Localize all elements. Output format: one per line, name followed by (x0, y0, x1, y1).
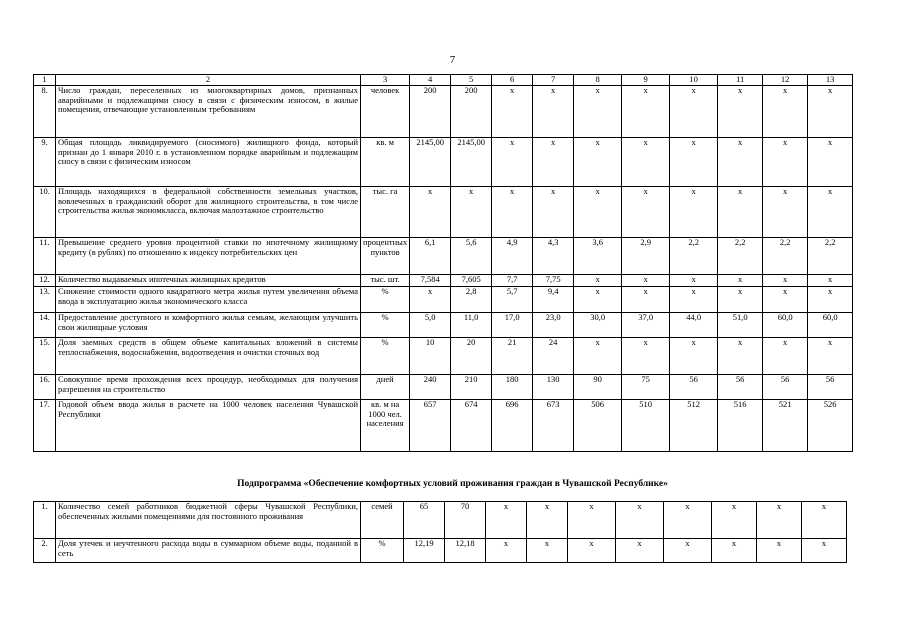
value-cell: x (718, 86, 763, 138)
unit: % (361, 287, 410, 313)
value-cell: x (533, 187, 574, 238)
value-cell: 70 (445, 502, 486, 539)
value-cell: x (712, 502, 757, 539)
value-cell: x (622, 187, 670, 238)
value-cell: x (802, 539, 847, 563)
value-cell: 5,7 (492, 287, 533, 313)
table-row (34, 187, 853, 238)
indicators-table (33, 74, 853, 452)
value-cell: x (568, 539, 616, 563)
value-cell: x (410, 287, 451, 313)
value-cell: 75 (622, 375, 670, 400)
value-cell: x (574, 138, 622, 187)
value-cell: 7,75 (533, 275, 574, 287)
indicator-name: Общая площадь ликвидируемого (сносимого) жилищного фонда, который признан до 1 января 2010 г. в установленном порядке аварийным и подлежащим сносу в связи с физическим износом (56, 138, 361, 187)
column-header: 13 (808, 75, 853, 86)
value-cell: 506 (574, 400, 622, 452)
indicator-name: Количество семей работников бюджетной сферы Чувашской Республики, обеспеченных жилыми помещениями для постоянного проживания (56, 502, 361, 539)
value-cell: x (670, 138, 718, 187)
column-header: 10 (670, 75, 718, 86)
unit: % (361, 338, 410, 375)
row-number: 17. (34, 400, 56, 452)
value-cell: x (718, 338, 763, 375)
unit: семей (361, 502, 404, 539)
value-cell: x (492, 86, 533, 138)
row-number: 15. (34, 338, 56, 375)
value-cell: 21 (492, 338, 533, 375)
indicator-name: Снижение стоимости одного квадратного метра жилья путем увеличения объема ввода в эксплуатацию жилья экономического класса (56, 287, 361, 313)
column-header: 12 (763, 75, 808, 86)
table-row (34, 138, 853, 187)
unit: % (361, 313, 410, 338)
column-header: 7 (533, 75, 574, 86)
value-cell: 673 (533, 400, 574, 452)
value-cell: x (718, 187, 763, 238)
value-cell: 200 (410, 86, 451, 138)
value-cell: x (622, 138, 670, 187)
value-cell: x (718, 275, 763, 287)
value-cell: x (574, 86, 622, 138)
row-number: 16. (34, 375, 56, 400)
value-cell: 10 (410, 338, 451, 375)
value-cell: 2,2 (718, 238, 763, 275)
value-cell: x (763, 86, 808, 138)
value-cell: 130 (533, 375, 574, 400)
value-cell: x (622, 86, 670, 138)
value-cell: 2,2 (670, 238, 718, 275)
subprogram-title: Подпрограмма «Обеспечение комфортных условий проживания граждан в Чувашской Республике» (237, 479, 668, 489)
value-cell: x (763, 338, 808, 375)
value-cell: 60,0 (808, 313, 853, 338)
value-cell: 2,2 (808, 238, 853, 275)
value-cell: x (574, 187, 622, 238)
value-cell: x (410, 187, 451, 238)
value-cell: x (808, 338, 853, 375)
value-cell: 44,0 (670, 313, 718, 338)
value-cell: x (492, 138, 533, 187)
column-header: 3 (361, 75, 410, 86)
value-cell: 510 (622, 400, 670, 452)
value-cell: x (533, 138, 574, 187)
value-cell: 521 (763, 400, 808, 452)
value-cell: 200 (451, 86, 492, 138)
unit: тыс. шт. (361, 275, 410, 287)
value-cell: x (533, 86, 574, 138)
value-cell: x (574, 338, 622, 375)
value-cell: x (670, 287, 718, 313)
value-cell: 37,0 (622, 313, 670, 338)
value-cell: 2,9 (622, 238, 670, 275)
value-cell: 2,8 (451, 287, 492, 313)
value-cell: x (757, 539, 802, 563)
value-cell: 51,0 (718, 313, 763, 338)
value-cell: 674 (451, 400, 492, 452)
indicator-name: Совокупное время прохождения всех процедур, необходимых для получения разрешения на строительство (56, 375, 361, 400)
value-cell: 60,0 (763, 313, 808, 338)
table-row (34, 275, 853, 287)
value-cell: x (763, 275, 808, 287)
table-row (34, 400, 853, 452)
indicator-name: Предоставление доступного и комфортного жилья семьям, желающим улучшить свои жилищные условия (56, 313, 361, 338)
value-cell: x (664, 502, 712, 539)
value-cell: x (670, 338, 718, 375)
value-cell: 5,6 (451, 238, 492, 275)
table-row (34, 313, 853, 338)
column-header: 11 (718, 75, 763, 86)
header-row (34, 75, 853, 86)
value-cell: x (808, 187, 853, 238)
value-cell: x (670, 187, 718, 238)
value-cell: x (718, 287, 763, 313)
value-cell: 2145,00 (410, 138, 451, 187)
value-cell: 5,0 (410, 313, 451, 338)
value-cell: 12,18 (445, 539, 486, 563)
unit: % (361, 539, 404, 563)
value-cell: x (622, 287, 670, 313)
value-cell: 11,0 (451, 313, 492, 338)
value-cell: x (616, 539, 664, 563)
value-cell: x (757, 502, 802, 539)
column-header: 2 (56, 75, 361, 86)
value-cell: x (802, 502, 847, 539)
value-cell: x (718, 138, 763, 187)
value-cell: 56 (670, 375, 718, 400)
unit: дней (361, 375, 410, 400)
unit: тыс. га (361, 187, 410, 238)
table-row (34, 86, 853, 138)
value-cell: x (492, 187, 533, 238)
value-cell: 2,2 (763, 238, 808, 275)
column-header: 4 (410, 75, 451, 86)
column-header: 9 (622, 75, 670, 86)
value-cell: x (574, 275, 622, 287)
value-cell: x (763, 187, 808, 238)
value-cell: x (808, 275, 853, 287)
table-row (34, 238, 853, 275)
indicator-name: Превышение среднего уровня процентной ставки по ипотечному жилищному кредиту (в рублях) по отношению к индексу потребительских цен (56, 238, 361, 275)
value-cell: x (670, 86, 718, 138)
value-cell: 56 (763, 375, 808, 400)
value-cell: 65 (404, 502, 445, 539)
value-cell: x (486, 539, 527, 563)
column-header: 8 (574, 75, 622, 86)
value-cell: x (622, 338, 670, 375)
value-cell: x (527, 502, 568, 539)
subprogram-table (33, 501, 847, 563)
value-cell: x (568, 502, 616, 539)
indicator-name: Количество выдаваемых ипотечных жилищных кредитов (56, 275, 361, 287)
row-number: 2. (34, 539, 56, 563)
row-number: 8. (34, 86, 56, 138)
indicator-name: Доля утечек и неучтенного расхода воды в суммарном объеме воды, поданной в сеть (56, 539, 361, 563)
value-cell: x (712, 539, 757, 563)
column-header: 6 (492, 75, 533, 86)
value-cell: 7,584 (410, 275, 451, 287)
value-cell: 90 (574, 375, 622, 400)
unit: кв. м на 1000 чел. населения (361, 400, 410, 452)
row-number: 9. (34, 138, 56, 187)
table-row (34, 539, 847, 563)
value-cell: 4,3 (533, 238, 574, 275)
value-cell: 512 (670, 400, 718, 452)
value-cell: 30,0 (574, 313, 622, 338)
row-number: 13. (34, 287, 56, 313)
value-cell: 7,605 (451, 275, 492, 287)
value-cell: 9,4 (533, 287, 574, 313)
table-row (34, 287, 853, 313)
value-cell: 6,1 (410, 238, 451, 275)
value-cell: x (808, 287, 853, 313)
value-cell: 696 (492, 400, 533, 452)
value-cell: 210 (451, 375, 492, 400)
row-number: 11. (34, 238, 56, 275)
column-header: 1 (34, 75, 56, 86)
value-cell: 12,19 (404, 539, 445, 563)
value-cell: x (664, 539, 712, 563)
row-number: 12. (34, 275, 56, 287)
value-cell: 20 (451, 338, 492, 375)
value-cell: 526 (808, 400, 853, 452)
page-number: 7 (449, 54, 456, 66)
value-cell: 56 (718, 375, 763, 400)
unit: человек (361, 86, 410, 138)
value-cell: x (574, 287, 622, 313)
value-cell: x (808, 86, 853, 138)
value-cell: x (670, 275, 718, 287)
indicator-name: Число граждан, переселенных из многоквартирных домов, признанных аварийными и подлежащими сносу в связи с физическим износом, в жилые помещения, отвечающие установленным требованиям (56, 86, 361, 138)
value-cell: x (451, 187, 492, 238)
row-number: 14. (34, 313, 56, 338)
table-row (34, 502, 847, 539)
value-cell: x (616, 502, 664, 539)
table-row (34, 375, 853, 400)
value-cell: x (763, 138, 808, 187)
indicator-name: Площадь находящихся в федеральной собственности земельных участков, вовлеченных в гражданский оборот для жилищного строительства, в том числе строительства жилья экономкласса, включая малоэтажное строительство (56, 187, 361, 238)
value-cell: x (763, 287, 808, 313)
unit: процентных пунктов (361, 238, 410, 275)
value-cell: 240 (410, 375, 451, 400)
value-cell: 17,0 (492, 313, 533, 338)
value-cell: x (622, 275, 670, 287)
value-cell: 2145,00 (451, 138, 492, 187)
row-number: 1. (34, 502, 56, 539)
value-cell: x (808, 138, 853, 187)
unit: кв. м (361, 138, 410, 187)
value-cell: 3,6 (574, 238, 622, 275)
value-cell: x (486, 502, 527, 539)
row-number: 10. (34, 187, 56, 238)
value-cell: 56 (808, 375, 853, 400)
value-cell: 23,0 (533, 313, 574, 338)
column-header: 5 (451, 75, 492, 86)
value-cell: 4,9 (492, 238, 533, 275)
value-cell: 516 (718, 400, 763, 452)
table-row (34, 338, 853, 375)
indicator-name: Годовой объем ввода жилья в расчете на 1000 человек населения Чувашской Республики (56, 400, 361, 452)
value-cell: 180 (492, 375, 533, 400)
value-cell: 24 (533, 338, 574, 375)
value-cell: 657 (410, 400, 451, 452)
indicator-name: Доля заемных средств в общем объеме капитальных вложений в системы теплоснабжения, водоснабжения, водоотведения и очистки сточных вод (56, 338, 361, 375)
value-cell: x (527, 539, 568, 563)
value-cell: 7,7 (492, 275, 533, 287)
